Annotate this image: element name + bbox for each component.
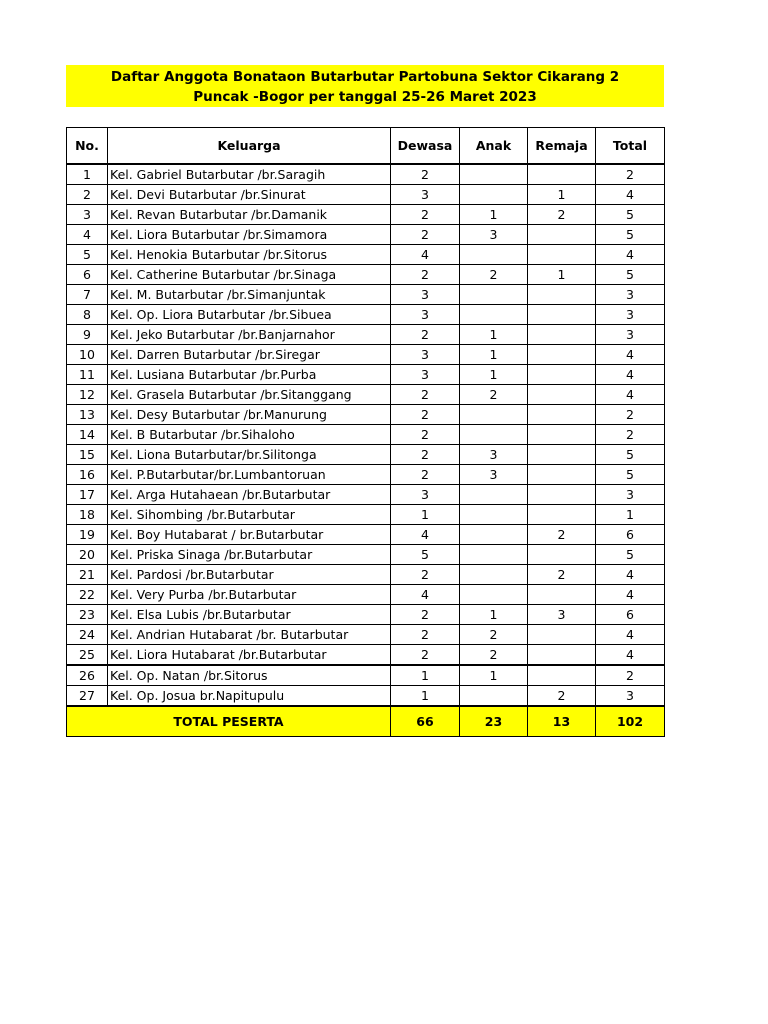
cell-keluarga: Kel. Revan Butarbutar /br.Damanik <box>108 205 391 225</box>
table-row <box>67 345 665 365</box>
cell-dewasa: 2 <box>391 265 460 285</box>
table-row <box>67 605 665 625</box>
cell-total: 1 <box>596 505 665 525</box>
cell-no: 25 <box>67 645 108 666</box>
cell-keluarga: Kel. Priska Sinaga /br.Butarbutar <box>108 545 391 565</box>
cell-total: 6 <box>596 525 665 545</box>
cell-keluarga: Kel. Boy Hutabarat / br.Butarbutar <box>108 525 391 545</box>
cell-remaja <box>528 345 596 365</box>
cell-dewasa: 4 <box>391 245 460 265</box>
cell-anak: 1 <box>460 205 528 225</box>
total-remaja: 13 <box>528 706 596 737</box>
cell-total: 5 <box>596 445 665 465</box>
cell-total: 4 <box>596 565 665 585</box>
cell-no: 22 <box>67 585 108 605</box>
cell-no: 6 <box>67 265 108 285</box>
cell-keluarga: Kel. Op. Natan /br.Sitorus <box>108 665 391 686</box>
cell-total: 4 <box>596 345 665 365</box>
header-remaja: Remaja <box>528 128 596 165</box>
cell-keluarga: Kel. Liora Butarbutar /br.Simamora <box>108 225 391 245</box>
cell-no: 7 <box>67 285 108 305</box>
title-line-2: Puncak -Bogor per tanggal 25-26 Maret 2023 <box>193 89 537 105</box>
cell-remaja <box>528 305 596 325</box>
cell-anak <box>460 405 528 425</box>
cell-anak <box>460 545 528 565</box>
table-row <box>67 305 665 325</box>
total-anak: 23 <box>460 706 528 737</box>
cell-keluarga: Kel. M. Butarbutar /br.Simanjuntak <box>108 285 391 305</box>
cell-keluarga: Kel. Gabriel Butarbutar /br.Saragih <box>108 164 391 185</box>
cell-total: 4 <box>596 185 665 205</box>
cell-no: 9 <box>67 325 108 345</box>
cell-anak: 1 <box>460 605 528 625</box>
cell-total: 3 <box>596 285 665 305</box>
total-row <box>67 706 665 737</box>
table-body <box>67 164 665 706</box>
table-row <box>67 505 665 525</box>
title-line-1: Daftar Anggota Bonataon Butarbutar Partobuna Sektor Cikarang 2 <box>110 69 620 85</box>
cell-no: 20 <box>67 545 108 565</box>
cell-anak <box>460 164 528 185</box>
table-row <box>67 245 665 265</box>
cell-anak <box>460 285 528 305</box>
cell-remaja <box>528 245 596 265</box>
cell-remaja: 2 <box>528 565 596 585</box>
cell-total: 4 <box>596 365 665 385</box>
cell-no: 27 <box>67 686 108 707</box>
cell-dewasa: 3 <box>391 305 460 325</box>
cell-keluarga: Kel. Pardosi /br.Butarbutar <box>108 565 391 585</box>
cell-dewasa: 1 <box>391 505 460 525</box>
cell-remaja <box>528 225 596 245</box>
cell-no: 19 <box>67 525 108 545</box>
cell-total: 4 <box>596 585 665 605</box>
cell-dewasa: 2 <box>391 164 460 185</box>
cell-remaja <box>528 625 596 645</box>
table-row <box>67 485 665 505</box>
cell-dewasa: 1 <box>391 665 460 686</box>
cell-no: 17 <box>67 485 108 505</box>
table-row <box>67 645 665 666</box>
cell-remaja <box>528 465 596 485</box>
cell-remaja: 1 <box>528 265 596 285</box>
cell-no: 8 <box>67 305 108 325</box>
cell-total: 5 <box>596 545 665 565</box>
cell-keluarga: Kel. Liona Butarbutar/br.Silitonga <box>108 445 391 465</box>
cell-dewasa: 2 <box>391 385 460 405</box>
title-banner <box>66 65 664 107</box>
cell-remaja <box>528 405 596 425</box>
cell-dewasa: 2 <box>391 445 460 465</box>
cell-dewasa: 3 <box>391 365 460 385</box>
cell-dewasa: 4 <box>391 585 460 605</box>
table-row <box>67 565 665 585</box>
cell-keluarga: Kel. Op. Liora Butarbutar /br.Sibuea <box>108 305 391 325</box>
cell-keluarga: Kel. B Butarbutar /br.Sihaloho <box>108 425 391 445</box>
header-dewasa: Dewasa <box>391 128 460 165</box>
total-label: TOTAL PESERTA <box>67 706 391 737</box>
cell-anak <box>460 425 528 445</box>
cell-remaja <box>528 365 596 385</box>
cell-remaja: 2 <box>528 686 596 707</box>
cell-no: 18 <box>67 505 108 525</box>
cell-remaja <box>528 425 596 445</box>
cell-keluarga: Kel. Arga Hutahaean /br.Butarbutar <box>108 485 391 505</box>
cell-no: 5 <box>67 245 108 265</box>
cell-dewasa: 2 <box>391 325 460 345</box>
cell-total: 4 <box>596 645 665 666</box>
cell-total: 4 <box>596 625 665 645</box>
cell-total: 5 <box>596 225 665 245</box>
cell-keluarga: Kel. Devi Butarbutar /br.Sinurat <box>108 185 391 205</box>
cell-anak: 3 <box>460 225 528 245</box>
cell-dewasa: 2 <box>391 645 460 666</box>
cell-total: 2 <box>596 164 665 185</box>
header-keluarga: Keluarga <box>108 128 391 165</box>
cell-no: 4 <box>67 225 108 245</box>
table-row <box>67 425 665 445</box>
cell-total: 2 <box>596 405 665 425</box>
cell-dewasa: 1 <box>391 686 460 707</box>
cell-dewasa: 2 <box>391 405 460 425</box>
cell-no: 13 <box>67 405 108 425</box>
cell-anak: 2 <box>460 625 528 645</box>
cell-keluarga: Kel. Henokia Butarbutar /br.Sitorus <box>108 245 391 265</box>
table-row <box>67 285 665 305</box>
cell-anak <box>460 185 528 205</box>
cell-keluarga: Kel. Andrian Hutabarat /br. Butarbutar <box>108 625 391 645</box>
cell-dewasa: 3 <box>391 485 460 505</box>
table-row <box>67 686 665 707</box>
cell-anak <box>460 305 528 325</box>
cell-keluarga: Kel. Sihombing /br.Butarbutar <box>108 505 391 525</box>
table-row <box>67 225 665 245</box>
cell-anak: 3 <box>460 465 528 485</box>
cell-remaja <box>528 325 596 345</box>
cell-anak: 2 <box>460 385 528 405</box>
cell-no: 3 <box>67 205 108 225</box>
cell-total: 5 <box>596 265 665 285</box>
cell-dewasa: 3 <box>391 285 460 305</box>
cell-anak <box>460 565 528 585</box>
cell-remaja <box>528 585 596 605</box>
cell-remaja <box>528 645 596 666</box>
cell-no: 23 <box>67 605 108 625</box>
cell-total: 3 <box>596 485 665 505</box>
cell-total: 4 <box>596 385 665 405</box>
cell-no: 26 <box>67 665 108 686</box>
cell-remaja <box>528 485 596 505</box>
cell-total: 3 <box>596 686 665 707</box>
cell-anak: 2 <box>460 265 528 285</box>
cell-remaja <box>528 445 596 465</box>
cell-dewasa: 3 <box>391 345 460 365</box>
cell-keluarga: Kel. Lusiana Butarbutar /br.Purba <box>108 365 391 385</box>
cell-no: 2 <box>67 185 108 205</box>
table-row <box>67 265 665 285</box>
cell-remaja <box>528 505 596 525</box>
cell-keluarga: Kel. Very Purba /br.Butarbutar <box>108 585 391 605</box>
cell-remaja <box>528 164 596 185</box>
cell-anak: 1 <box>460 345 528 365</box>
cell-dewasa: 3 <box>391 185 460 205</box>
table-row <box>67 405 665 425</box>
cell-keluarga: Kel. Elsa Lubis /br.Butarbutar <box>108 605 391 625</box>
cell-no: 10 <box>67 345 108 365</box>
cell-no: 15 <box>67 445 108 465</box>
cell-anak <box>460 585 528 605</box>
cell-remaja: 3 <box>528 605 596 625</box>
cell-keluarga: Kel. Grasela Butarbutar /br.Sitanggang <box>108 385 391 405</box>
table-row <box>67 365 665 385</box>
cell-keluarga: Kel. Catherine Butarbutar /br.Sinaga <box>108 265 391 285</box>
cell-keluarga: Kel. Liora Hutabarat /br.Butarbutar <box>108 645 391 666</box>
table-row <box>67 625 665 645</box>
table-row <box>67 665 665 686</box>
cell-dewasa: 5 <box>391 545 460 565</box>
cell-dewasa: 2 <box>391 225 460 245</box>
cell-keluarga: Kel. Jeko Butarbutar /br.Banjarnahor <box>108 325 391 345</box>
members-table <box>66 127 665 737</box>
cell-dewasa: 2 <box>391 565 460 585</box>
table-row <box>67 545 665 565</box>
cell-keluarga: Kel. Darren Butarbutar /br.Siregar <box>108 345 391 365</box>
table-row <box>67 185 665 205</box>
cell-no: 24 <box>67 625 108 645</box>
cell-no: 14 <box>67 425 108 445</box>
cell-dewasa: 4 <box>391 525 460 545</box>
table-row <box>67 205 665 225</box>
cell-total: 5 <box>596 205 665 225</box>
cell-total: 4 <box>596 245 665 265</box>
cell-keluarga: Kel. Op. Josua br.Napitupulu <box>108 686 391 707</box>
table-row <box>67 164 665 185</box>
cell-dewasa: 2 <box>391 625 460 645</box>
total-total: 102 <box>596 706 665 737</box>
cell-anak: 3 <box>460 445 528 465</box>
table-row <box>67 525 665 545</box>
cell-no: 16 <box>67 465 108 485</box>
cell-anak: 1 <box>460 665 528 686</box>
cell-anak: 1 <box>460 365 528 385</box>
cell-keluarga: Kel. P.Butarbutar/br.Lumbantoruan <box>108 465 391 485</box>
cell-remaja <box>528 665 596 686</box>
header-no: No. <box>67 128 108 165</box>
header-total: Total <box>596 128 665 165</box>
header-row <box>67 128 665 165</box>
cell-keluarga: Kel. Desy Butarbutar /br.Manurung <box>108 405 391 425</box>
cell-total: 2 <box>596 425 665 445</box>
cell-no: 21 <box>67 565 108 585</box>
total-dewasa: 66 <box>391 706 460 737</box>
cell-anak: 2 <box>460 645 528 666</box>
cell-anak <box>460 525 528 545</box>
cell-anak <box>460 505 528 525</box>
cell-remaja: 2 <box>528 525 596 545</box>
cell-no: 1 <box>67 164 108 185</box>
cell-remaja: 2 <box>528 205 596 225</box>
cell-total: 2 <box>596 665 665 686</box>
cell-anak <box>460 245 528 265</box>
cell-dewasa: 2 <box>391 205 460 225</box>
table-row <box>67 465 665 485</box>
cell-remaja <box>528 545 596 565</box>
table-row <box>67 445 665 465</box>
table-row <box>67 325 665 345</box>
table-row <box>67 585 665 605</box>
cell-total: 6 <box>596 605 665 625</box>
cell-anak <box>460 485 528 505</box>
cell-dewasa: 2 <box>391 605 460 625</box>
cell-dewasa: 2 <box>391 425 460 445</box>
cell-dewasa: 2 <box>391 465 460 485</box>
cell-remaja <box>528 385 596 405</box>
cell-anak: 1 <box>460 325 528 345</box>
table-row <box>67 385 665 405</box>
cell-total: 5 <box>596 465 665 485</box>
cell-remaja <box>528 285 596 305</box>
header-anak: Anak <box>460 128 528 165</box>
cell-remaja: 1 <box>528 185 596 205</box>
cell-anak <box>460 686 528 707</box>
cell-no: 11 <box>67 365 108 385</box>
cell-total: 3 <box>596 305 665 325</box>
cell-total: 3 <box>596 325 665 345</box>
cell-no: 12 <box>67 385 108 405</box>
